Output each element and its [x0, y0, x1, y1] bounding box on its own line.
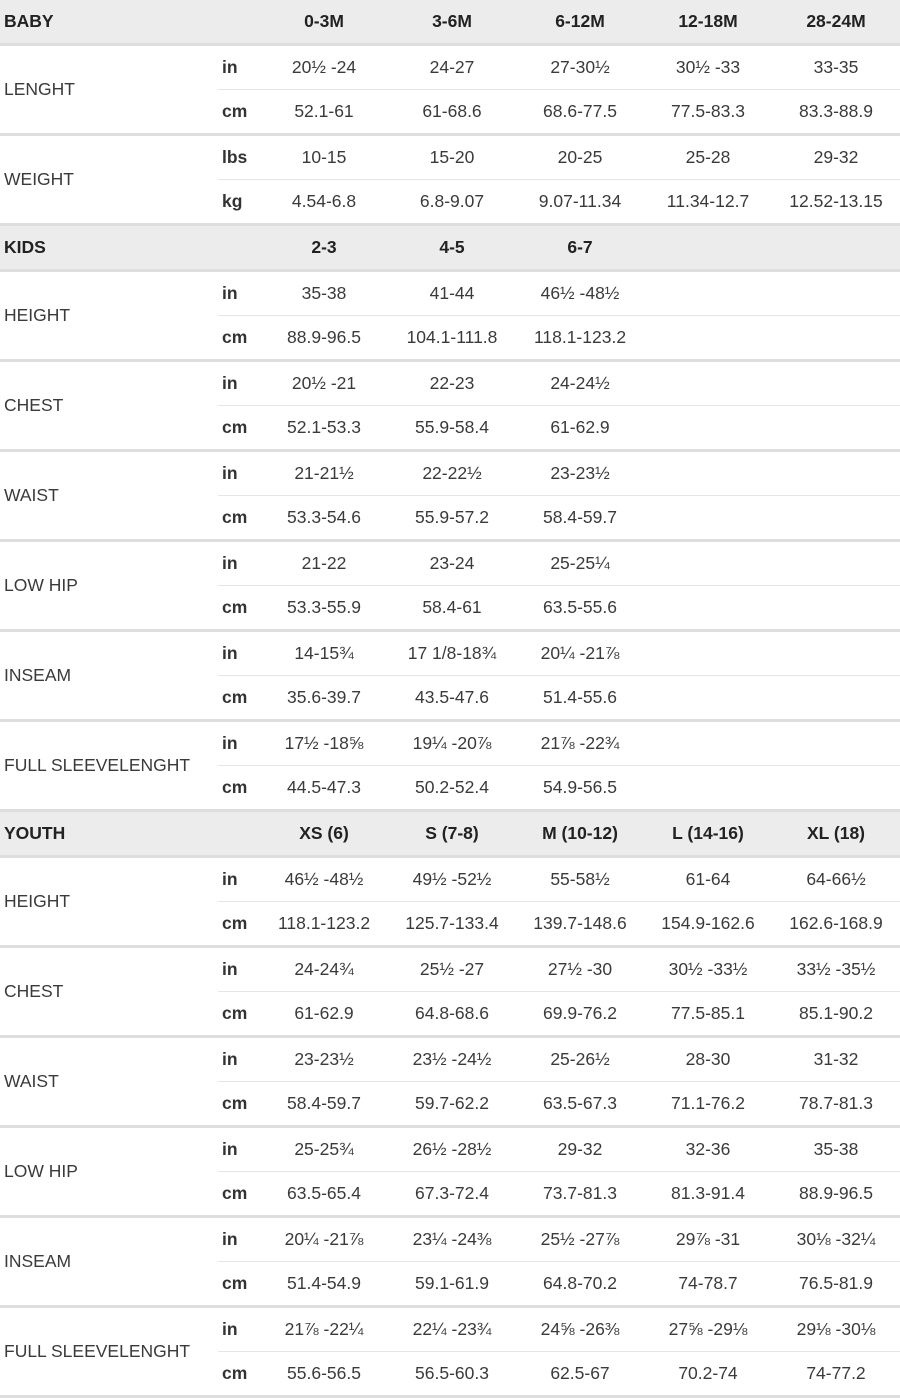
measurement-label: INSEAM: [4, 1251, 72, 1271]
measurement-value: 21-21½: [294, 463, 354, 483]
measurement-value: 162.6-168.9: [789, 913, 883, 933]
measurement-value: 56.5-60.3: [415, 1363, 489, 1383]
unit-label: cm: [222, 1363, 248, 1383]
measurement-value: [644, 316, 772, 359]
section-title: BABY: [4, 11, 54, 31]
measurement-value: 20½ -24: [291, 57, 357, 77]
size-column-header: S (7-8): [425, 823, 479, 843]
size-column-header: 28-24M: [806, 11, 866, 31]
unit-label: cm: [222, 101, 248, 121]
measurement-value: 88.9-96.5: [287, 327, 361, 347]
measurement-value: 64-66½: [806, 869, 866, 889]
measurement-value: 49½ -52½: [412, 869, 492, 889]
measurement-value: 74-78.7: [678, 1273, 738, 1293]
measurement-value: 12.52-13.15: [789, 191, 883, 211]
measurement-value: 63.5-55.6: [543, 597, 617, 617]
measurement-value: 30½ -33½: [668, 959, 748, 979]
measurement-value: 61-64: [685, 869, 731, 889]
unit-label: in: [222, 463, 238, 483]
section-title: YOUTH: [4, 823, 66, 843]
measurement-value: 74-77.2: [806, 1363, 866, 1383]
measurement-value: 77.5-85.1: [671, 1003, 745, 1023]
unit-label: cm: [222, 1273, 248, 1293]
measurement-value: 9.07-11.34: [538, 191, 622, 211]
unit-label: in: [222, 1229, 238, 1249]
measurement-row: [0, 1128, 900, 1171]
measurement-row: [0, 858, 900, 901]
measurement-value: 83.3-88.9: [799, 101, 873, 121]
measurement-value: [644, 362, 772, 405]
section-title: KIDS: [4, 237, 46, 257]
measurement-row: [0, 632, 900, 675]
measurement-value: 55.6-56.5: [287, 1363, 361, 1383]
measurement-value: 63.5-65.4: [287, 1183, 361, 1203]
unit-label: cm: [222, 777, 248, 797]
unit-label: cm: [222, 913, 248, 933]
measurement-value: 58.4-59.7: [287, 1093, 361, 1113]
measurement-value: [644, 722, 772, 765]
measurement-value: 55.9-57.2: [415, 507, 489, 527]
measurement-value: 71.1-76.2: [671, 1093, 745, 1113]
measurement-value: 25-28: [685, 147, 731, 167]
measurement-value: 46½ -48½: [284, 869, 364, 889]
measurement-value: 55.9-58.4: [415, 417, 489, 437]
measurement-value: [772, 362, 900, 405]
unit-label: kg: [222, 191, 243, 211]
measurement-row: [0, 542, 900, 585]
measurement-value: 22-22½: [422, 463, 482, 483]
measurement-label: WAIST: [4, 1071, 59, 1091]
measurement-value: 21⅞ -22¾: [540, 733, 620, 753]
measurement-value: 139.7-148.6: [533, 913, 627, 933]
measurement-value: 14-15¾: [294, 643, 354, 663]
measurement-value: 20-25: [557, 147, 603, 167]
measurement-value: [644, 496, 772, 539]
measurement-value: [772, 586, 900, 629]
measurement-value: 23¼ -24⅜: [412, 1229, 492, 1249]
measurement-row: [0, 180, 900, 223]
size-column-header: XS (6): [299, 823, 349, 843]
measurement-label: INSEAM: [4, 665, 72, 685]
measurement-value: 53.3-54.6: [287, 507, 361, 527]
unit-label: in: [222, 643, 238, 663]
measurement-value: 27-30½: [550, 57, 610, 77]
measurement-value: 41-44: [429, 283, 475, 303]
measurement-row: [0, 496, 900, 539]
measurement-label: FULL SLEEVELENGHT: [4, 755, 191, 775]
measurement-label: LOW HIP: [4, 575, 78, 595]
measurement-row: [0, 1082, 900, 1125]
size-column-header: 4-5: [439, 237, 465, 257]
measurement-value: [644, 766, 772, 809]
measurement-row: [0, 316, 900, 359]
measurement-value: 29⅞ -31: [675, 1229, 741, 1249]
size-column-header: [772, 226, 900, 269]
size-column-header: 3-6M: [432, 11, 472, 31]
measurement-row: [0, 1218, 900, 1261]
unit-label: cm: [222, 1093, 248, 1113]
measurement-value: 29⅛ -30⅛: [796, 1319, 876, 1339]
measurement-value: 25½ -27: [419, 959, 485, 979]
measurement-value: 104.1-111.8: [406, 327, 498, 347]
measurement-value: 63.5-67.3: [543, 1093, 617, 1113]
measurement-value: [772, 676, 900, 719]
measurement-value: 118.1-123.2: [277, 913, 371, 933]
measurement-label: WAIST: [4, 485, 59, 505]
unit-label: in: [222, 283, 238, 303]
measurement-value: 46½ -48½: [540, 283, 620, 303]
measurement-value: 68.6-77.5: [543, 101, 617, 121]
measurement-value: 51.4-54.9: [287, 1273, 361, 1293]
measurement-value: [772, 496, 900, 539]
measurement-value: 20½ -21: [291, 373, 357, 393]
measurement-value: 20¼ -21⅞: [540, 643, 620, 663]
measurement-label: FULL SLEEVELENGHT: [4, 1341, 191, 1361]
measurement-value: 23-23½: [550, 463, 610, 483]
measurement-value: 10-15: [301, 147, 347, 167]
measurement-value: 67.3-72.4: [415, 1183, 489, 1203]
measurement-row: [0, 452, 900, 495]
measurement-value: 23-23½: [294, 1049, 354, 1069]
size-column-header: 12-18M: [678, 11, 738, 31]
measurement-value: 24-27: [429, 57, 475, 77]
measurement-row: [0, 1038, 900, 1081]
measurement-value: 33½ -35½: [796, 959, 876, 979]
size-column-header: 2-3: [311, 237, 337, 257]
measurement-value: 85.1-90.2: [799, 1003, 873, 1023]
unit-label: in: [222, 57, 238, 77]
unit-label: cm: [222, 507, 248, 527]
measurement-value: 35-38: [813, 1139, 859, 1159]
size-column-header: 6-12M: [555, 11, 605, 31]
measurement-label: HEIGHT: [4, 891, 71, 911]
unit-label: in: [222, 553, 238, 573]
measurement-label: HEIGHT: [4, 305, 71, 325]
unit-label: in: [222, 869, 238, 889]
measurement-value: 25-26½: [550, 1049, 610, 1069]
section-header-kids: [0, 226, 900, 269]
measurement-value: 61-62.9: [294, 1003, 354, 1023]
measurement-value: [644, 586, 772, 629]
unit-label: in: [222, 373, 238, 393]
measurement-value: 17½ -18⅝: [284, 733, 364, 753]
measurement-value: [644, 272, 772, 315]
measurement-value: 17 1/8-18¾: [407, 643, 497, 663]
measurement-value: 32-36: [685, 1139, 731, 1159]
measurement-value: [644, 406, 772, 449]
unit-label: cm: [222, 687, 248, 707]
measurement-value: 58.4-61: [422, 597, 482, 617]
measurement-value: 50.2-52.4: [415, 777, 489, 797]
measurement-value: 25-25¼: [550, 553, 610, 573]
measurement-value: 33-35: [813, 57, 859, 77]
unit-label: lbs: [222, 147, 248, 167]
section-header-youth: [0, 812, 900, 855]
measurement-label: CHEST: [4, 981, 64, 1001]
measurement-value: 69.9-76.2: [543, 1003, 617, 1023]
measurement-row: [0, 90, 900, 133]
measurement-value: [644, 632, 772, 675]
measurement-value: 64.8-68.6: [415, 1003, 489, 1023]
measurement-value: 125.7-133.4: [405, 913, 499, 933]
measurement-row: [0, 586, 900, 629]
measurement-label: LOW HIP: [4, 1161, 78, 1181]
measurement-label: WEIGHT: [4, 169, 74, 189]
measurement-row: [0, 902, 900, 945]
measurement-value: 29-32: [813, 147, 859, 167]
measurement-value: 4.54-6.8: [291, 191, 357, 211]
unit-label: in: [222, 1049, 238, 1069]
unit-label: cm: [222, 327, 248, 347]
measurement-value: 24⅝ -26⅜: [540, 1319, 620, 1339]
measurement-row: [0, 46, 900, 89]
measurement-value: 19¼ -20⅞: [412, 733, 492, 753]
measurement-row: [0, 272, 900, 315]
unit-label: in: [222, 1139, 238, 1159]
measurement-value: 44.5-47.3: [287, 777, 361, 797]
measurement-value: [644, 452, 772, 495]
measurement-value: 76.5-81.9: [799, 1273, 873, 1293]
measurement-row: [0, 676, 900, 719]
measurement-value: [644, 542, 772, 585]
measurement-value: 64.8-70.2: [543, 1273, 617, 1293]
measurement-value: [772, 406, 900, 449]
measurement-value: 24-24¾: [294, 959, 354, 979]
measurement-value: 25-25¾: [294, 1139, 354, 1159]
measurement-value: 27⅝ -29⅛: [668, 1319, 748, 1339]
measurement-value: 35-38: [301, 283, 347, 303]
measurement-value: 35.6-39.7: [287, 687, 361, 707]
unit-label: in: [222, 959, 238, 979]
measurement-value: 43.5-47.6: [415, 687, 489, 707]
measurement-label: LENGHT: [4, 79, 75, 99]
measurement-value: 52.1-53.3: [287, 417, 361, 437]
measurement-value: 55-58½: [550, 869, 610, 889]
section-header-baby: [0, 0, 900, 43]
measurement-value: 20¼ -21⅞: [284, 1229, 364, 1249]
unit-label: in: [222, 733, 238, 753]
measurement-value: 53.3-55.9: [287, 597, 361, 617]
measurement-value: [772, 272, 900, 315]
measurement-value: 61-68.6: [422, 101, 482, 121]
measurement-value: 27½ -30: [547, 959, 613, 979]
measurement-value: 31-32: [813, 1049, 859, 1069]
measurement-row: [0, 136, 900, 179]
measurement-value: 11.34-12.7: [666, 191, 750, 211]
unit-label: cm: [222, 597, 248, 617]
measurement-value: 51.4-55.6: [543, 687, 617, 707]
measurement-value: 118.1-123.2: [533, 327, 627, 347]
measurement-value: 21-22: [301, 553, 347, 573]
measurement-value: 15-20: [429, 147, 475, 167]
measurement-value: 88.9-96.5: [799, 1183, 873, 1203]
measurement-value: 77.5-83.3: [671, 101, 745, 121]
measurement-value: [772, 722, 900, 765]
measurement-value: 61-62.9: [550, 417, 610, 437]
size-column-header: L (14-16): [672, 823, 744, 843]
measurement-value: 29-32: [557, 1139, 603, 1159]
measurement-value: [772, 766, 900, 809]
measurement-value: 21⅞ -22¼: [284, 1319, 364, 1339]
measurement-value: 30½ -33: [675, 57, 741, 77]
measurement-value: 24-24½: [550, 373, 610, 393]
measurement-value: 23-24: [429, 553, 475, 573]
measurement-value: [772, 316, 900, 359]
measurement-value: 73.7-81.3: [543, 1183, 617, 1203]
measurement-value: 59.1-61.9: [415, 1273, 489, 1293]
measurement-label: CHEST: [4, 395, 64, 415]
measurement-value: 78.7-81.3: [799, 1093, 873, 1113]
measurement-row: [0, 948, 900, 991]
measurement-value: 25½ -27⅞: [540, 1229, 620, 1249]
measurement-value: 23½ -24½: [412, 1049, 492, 1069]
measurement-value: [644, 676, 772, 719]
measurement-row: [0, 362, 900, 405]
measurement-value: 6.8-9.07: [419, 191, 485, 211]
measurement-value: [772, 542, 900, 585]
size-column-header: 0-3M: [304, 11, 344, 31]
measurement-value: 59.7-62.2: [415, 1093, 489, 1113]
measurement-row: [0, 1262, 900, 1305]
unit-label: in: [222, 1319, 238, 1339]
measurement-value: 54.9-56.5: [543, 777, 617, 797]
size-column-header: XL (18): [806, 823, 866, 843]
measurement-value: 70.2-74: [678, 1363, 738, 1383]
measurement-value: 52.1-61: [294, 101, 354, 121]
measurement-value: 58.4-59.7: [543, 507, 617, 527]
unit-label: cm: [222, 417, 248, 437]
size-column-header: M (10-12): [542, 823, 618, 843]
measurement-value: [772, 632, 900, 675]
measurement-row: [0, 1172, 900, 1215]
unit-label: cm: [222, 1003, 248, 1023]
measurement-value: 62.5-67: [550, 1363, 610, 1383]
measurement-value: 26½ -28½: [412, 1139, 492, 1159]
measurement-value: 30⅛ -32¼: [796, 1229, 876, 1249]
unit-label: cm: [222, 1183, 248, 1203]
size-column-header: [644, 226, 772, 269]
measurement-value: [772, 452, 900, 495]
measurement-value: 154.9-162.6: [661, 913, 755, 933]
size-column-header: 6-7: [567, 237, 593, 257]
measurement-row: [0, 406, 900, 449]
measurement-row: [0, 992, 900, 1035]
measurement-value: 81.3-91.4: [671, 1183, 745, 1203]
measurement-value: 22¼ -23¾: [412, 1319, 492, 1339]
measurement-value: 22-23: [429, 373, 475, 393]
measurement-value: 28-30: [685, 1049, 731, 1069]
